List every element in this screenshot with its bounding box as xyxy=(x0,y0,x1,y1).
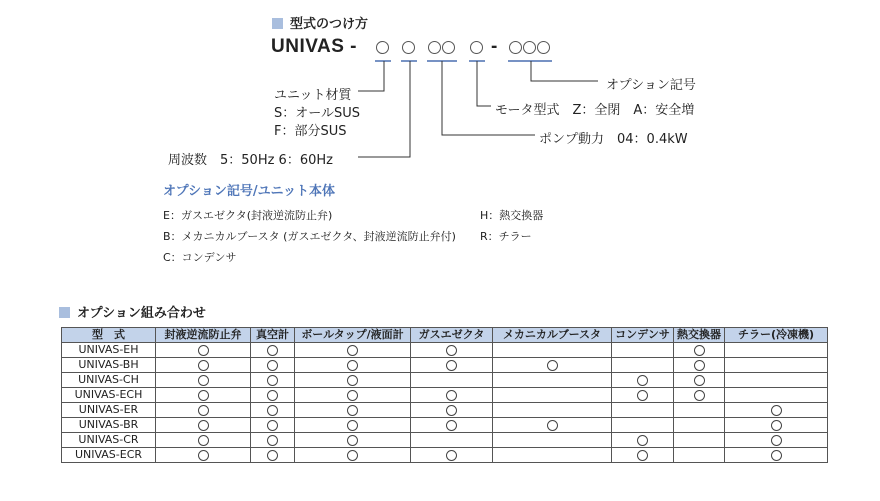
option-item-h: H：熱交換器 xyxy=(480,209,544,222)
option-cell xyxy=(493,403,612,418)
annotation-pump: ポンプ動力 04：0.4kW xyxy=(539,132,688,147)
square-bullet-icon xyxy=(59,307,70,318)
option-cell xyxy=(612,343,674,358)
option-cell xyxy=(493,433,612,448)
option-cell xyxy=(295,343,411,358)
column-header: 封液逆流防止弁 xyxy=(156,328,251,343)
available-mark-icon xyxy=(347,450,358,461)
option-cell xyxy=(725,358,828,373)
option-cell xyxy=(493,358,612,373)
available-mark-icon xyxy=(198,435,209,446)
column-header: チラー(冷凍機) xyxy=(725,328,828,343)
model-cell: UNIVAS-CH xyxy=(62,373,156,388)
available-mark-icon xyxy=(637,390,648,401)
available-mark-icon xyxy=(446,345,457,356)
option-cell xyxy=(251,373,295,388)
option-cell xyxy=(295,418,411,433)
model-title-text: 型式のつけ方 xyxy=(290,17,369,32)
option-cell xyxy=(674,388,725,403)
option-cell xyxy=(674,418,725,433)
option-cell xyxy=(156,343,251,358)
available-mark-icon xyxy=(198,420,209,431)
option-cell xyxy=(411,448,493,463)
combination-title-text: オプション組み合わせ xyxy=(77,306,206,321)
available-mark-icon xyxy=(198,345,209,356)
available-mark-icon xyxy=(771,405,782,416)
available-mark-icon xyxy=(347,435,358,446)
option-cell xyxy=(725,388,828,403)
option-item-r: R：チラー xyxy=(480,230,532,243)
option-item-e: E：ガスエゼクタ(封液逆流防止弁) xyxy=(163,209,333,222)
column-header: 型 式 xyxy=(62,328,156,343)
available-mark-icon xyxy=(446,405,457,416)
available-mark-icon xyxy=(446,420,457,431)
available-mark-icon xyxy=(198,360,209,371)
option-cell xyxy=(411,403,493,418)
option-cell xyxy=(156,403,251,418)
option-cell xyxy=(612,403,674,418)
available-mark-icon xyxy=(347,390,358,401)
combination-table xyxy=(61,327,828,463)
option-cell xyxy=(612,373,674,388)
option-cell xyxy=(156,373,251,388)
option-cell xyxy=(411,373,493,388)
table-body xyxy=(62,343,828,463)
option-cell xyxy=(493,343,612,358)
annotation-material-title: ユニット材質 xyxy=(274,88,352,103)
option-cell xyxy=(295,433,411,448)
option-cell xyxy=(251,448,295,463)
model-cell: UNIVAS-CR xyxy=(62,433,156,448)
annotation-option-code: オプション記号 xyxy=(606,78,696,93)
option-cell xyxy=(612,418,674,433)
option-cell xyxy=(725,433,828,448)
option-cell xyxy=(493,373,612,388)
available-mark-icon xyxy=(267,390,278,401)
available-mark-icon xyxy=(446,450,457,461)
column-header: 真空計 xyxy=(251,328,295,343)
available-mark-icon xyxy=(347,360,358,371)
table-row xyxy=(62,343,828,358)
annotation-frequency: 周波数 5：50Hz 6：60Hz xyxy=(168,153,333,168)
option-cell xyxy=(493,418,612,433)
annotation-material-f: F：部分SUS xyxy=(274,124,347,139)
available-mark-icon xyxy=(198,405,209,416)
table-row xyxy=(62,448,828,463)
available-mark-icon xyxy=(694,345,705,356)
table-row xyxy=(62,418,828,433)
option-cell xyxy=(251,358,295,373)
available-mark-icon xyxy=(347,405,358,416)
options-title: オプション記号/ユニット本体 xyxy=(163,184,336,199)
option-cell xyxy=(725,373,828,388)
model-cell: UNIVAS-ER xyxy=(62,403,156,418)
option-cell xyxy=(674,373,725,388)
table-row xyxy=(62,433,828,448)
option-cell xyxy=(411,418,493,433)
available-mark-icon xyxy=(267,405,278,416)
column-header: 熱交換器 xyxy=(674,328,725,343)
option-cell xyxy=(493,448,612,463)
option-cell xyxy=(156,418,251,433)
option-cell xyxy=(251,433,295,448)
available-mark-icon xyxy=(347,375,358,386)
option-cell xyxy=(725,343,828,358)
available-mark-icon xyxy=(771,420,782,431)
option-cell xyxy=(725,418,828,433)
available-mark-icon xyxy=(267,450,278,461)
available-mark-icon xyxy=(771,450,782,461)
option-cell xyxy=(156,358,251,373)
option-cell xyxy=(493,388,612,403)
option-cell xyxy=(674,448,725,463)
available-mark-icon xyxy=(637,375,648,386)
option-cell xyxy=(612,448,674,463)
available-mark-icon xyxy=(198,375,209,386)
option-cell xyxy=(411,388,493,403)
option-cell xyxy=(251,418,295,433)
column-header: メカニカルブースタ xyxy=(493,328,612,343)
option-cell xyxy=(295,448,411,463)
option-cell xyxy=(295,358,411,373)
model-cell: UNIVAS-BR xyxy=(62,418,156,433)
available-mark-icon xyxy=(347,420,358,431)
option-cell xyxy=(295,373,411,388)
model-prefix: UNIVAS - xyxy=(271,36,357,57)
available-mark-icon xyxy=(446,360,457,371)
available-mark-icon xyxy=(267,345,278,356)
option-item-b: B：メカニカルブースタ (ガスエゼクタ、封液逆流防止弁付) xyxy=(163,230,456,243)
option-cell xyxy=(612,388,674,403)
available-mark-icon xyxy=(198,390,209,401)
available-mark-icon xyxy=(267,420,278,431)
available-mark-icon xyxy=(771,435,782,446)
column-header: ボールタップ/液面計 xyxy=(295,328,411,343)
option-cell xyxy=(411,358,493,373)
annotation-motor: モータ型式 Z：全閉 A：安全増 xyxy=(495,103,695,118)
model-dash: - xyxy=(491,36,498,57)
column-header: コンデンサ xyxy=(612,328,674,343)
available-mark-icon xyxy=(637,435,648,446)
table-header-row xyxy=(62,328,828,343)
model-cell: UNIVAS-EH xyxy=(62,343,156,358)
option-item-c: C：コンデンサ xyxy=(163,251,237,264)
option-cell xyxy=(674,343,725,358)
available-mark-icon xyxy=(694,390,705,401)
option-cell xyxy=(725,403,828,418)
available-mark-icon xyxy=(547,360,558,371)
available-mark-icon xyxy=(347,345,358,356)
annotation-material-s: S：オールSUS xyxy=(274,106,361,121)
available-mark-icon xyxy=(267,435,278,446)
available-mark-icon xyxy=(198,450,209,461)
connector-lines xyxy=(0,0,880,200)
available-mark-icon xyxy=(547,420,558,431)
model-cell: UNIVAS-ECH xyxy=(62,388,156,403)
available-mark-icon xyxy=(446,390,457,401)
option-cell xyxy=(674,433,725,448)
model-cell: UNIVAS-ECR xyxy=(62,448,156,463)
option-cell xyxy=(251,343,295,358)
available-mark-icon xyxy=(637,450,648,461)
table-row xyxy=(62,358,828,373)
option-cell xyxy=(156,388,251,403)
option-cell xyxy=(674,403,725,418)
available-mark-icon xyxy=(694,375,705,386)
column-header: ガスエゼクタ xyxy=(411,328,493,343)
table-row xyxy=(62,388,828,403)
option-cell xyxy=(674,358,725,373)
option-cell xyxy=(725,448,828,463)
available-mark-icon xyxy=(267,375,278,386)
option-cell xyxy=(295,388,411,403)
option-cell xyxy=(411,433,493,448)
combination-title xyxy=(59,302,206,321)
option-cell xyxy=(612,358,674,373)
option-cell xyxy=(251,403,295,418)
available-mark-icon xyxy=(267,360,278,371)
option-cell xyxy=(251,388,295,403)
table-row xyxy=(62,373,828,388)
table-row xyxy=(62,403,828,418)
available-mark-icon xyxy=(694,360,705,371)
option-cell xyxy=(295,403,411,418)
option-cell xyxy=(612,433,674,448)
option-cell xyxy=(156,448,251,463)
model-cell: UNIVAS-BH xyxy=(62,358,156,373)
option-cell xyxy=(156,433,251,448)
option-cell xyxy=(411,343,493,358)
